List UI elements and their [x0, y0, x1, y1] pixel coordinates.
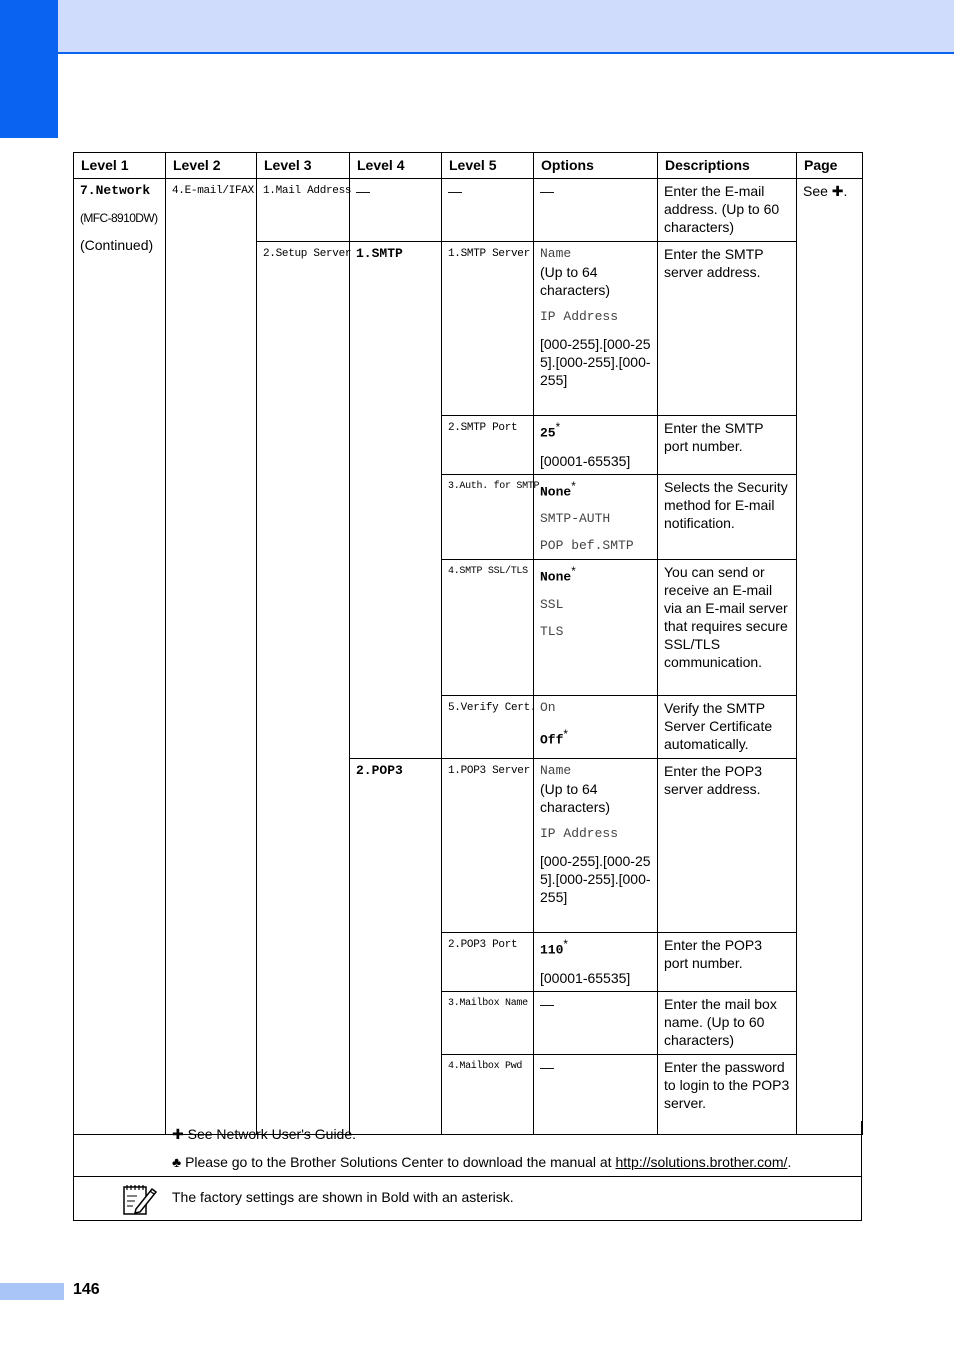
- page-number-bar: [0, 1283, 64, 1300]
- header-level-1: Level 1: [74, 153, 166, 179]
- footnote-box: [73, 1121, 862, 1177]
- options-cell: —: [534, 1054, 658, 1134]
- header-row: [74, 153, 863, 179]
- footnote-solutions-center: ♣ Please go to the Brother Solutions Center to download the manual at http://solutions.brother.com/.: [172, 1154, 792, 1170]
- options-cell: 110* [00001-65535]: [534, 933, 658, 992]
- level5-cell: 3.Mailbox Name: [442, 991, 534, 1054]
- level3-cell: 2.Setup Server: [257, 242, 350, 1135]
- level2-cell: [166, 179, 257, 1135]
- level3-cell: 1.Mail Address: [257, 179, 350, 242]
- header-level-5: Level 5: [442, 153, 534, 179]
- chapter-tab: [0, 0, 58, 138]
- description-cell: Verify the SMTP Server Certificate automatically.: [658, 696, 797, 759]
- menu-table: [73, 152, 863, 1135]
- level5-cell: 5.Verify Cert.: [442, 696, 534, 759]
- note-text: The factory settings are shown in Bold with an asterisk.: [172, 1189, 514, 1205]
- level5-cell: 4.Mailbox Pwd: [442, 1054, 534, 1134]
- description-cell: You can send or receive an E-mail via an E-mail server that requires secure SSL/TLS communication.: [658, 560, 797, 696]
- header-level-3: Level 3: [257, 153, 350, 179]
- level1-continued: (Continued): [80, 237, 154, 253]
- level4-cell: 1.SMTP: [350, 242, 442, 759]
- description-cell: Enter the POP3 server address.: [658, 759, 797, 933]
- level5-cell: —: [442, 179, 534, 242]
- level4-cell: —: [350, 179, 442, 242]
- level5-cell: 1.POP3 Server: [442, 759, 534, 933]
- options-cell: —: [534, 179, 658, 242]
- level5-cell: 4.SMTP SSL/TLS: [442, 560, 534, 696]
- options-cell: None* SSL TLS: [534, 560, 658, 696]
- level1-model: (MFC-8910DW): [80, 211, 158, 225]
- level4-cell: 2.POP3: [350, 759, 442, 1135]
- level5-cell: 2.POP3 Port: [442, 933, 534, 992]
- options-cell: —: [534, 991, 658, 1054]
- page-number: 146: [73, 1281, 100, 1298]
- options-cell: On Off*: [534, 696, 658, 759]
- footnote-network-guide: ✚ See Network User's Guide.: [172, 1126, 357, 1142]
- header-level-4: Level 4: [350, 153, 442, 179]
- level5-cell: 2.SMTP Port: [442, 416, 534, 475]
- level2-name: 4.E-mail/IFAX: [172, 185, 254, 197]
- description-cell: Enter the mail box name. (Up to 60 characters): [658, 991, 797, 1054]
- level5-cell: 3.Auth. for SMTP: [442, 474, 534, 560]
- options-cell: Name (Up to 64 characters) IP Address [000-255].[000-255].[000-255].[000-255]: [534, 759, 658, 933]
- description-cell: Enter the password to login to the POP3 server.: [658, 1054, 797, 1134]
- description-cell: Enter the SMTP port number.: [658, 416, 797, 475]
- header-level-2: Level 2: [166, 153, 257, 179]
- level1-cell: [74, 179, 166, 1135]
- description-cell: Enter the SMTP server address.: [658, 242, 797, 416]
- options-cell: None* SMTP-AUTH POP bef.SMTP: [534, 474, 658, 560]
- description-cell: Selects the Security method for E-mail notification.: [658, 474, 797, 560]
- header-descriptions: Descriptions: [658, 153, 797, 179]
- header-options: Options: [534, 153, 658, 179]
- solutions-center-link[interactable]: http://solutions.brother.com/: [615, 1154, 788, 1170]
- description-cell: Enter the POP3 port number.: [658, 933, 797, 992]
- header-page: Page: [797, 153, 863, 179]
- page-cell: See ✚.: [797, 179, 863, 1135]
- note-box: [73, 1176, 862, 1221]
- header-band: [58, 0, 954, 54]
- table-row: [74, 179, 863, 242]
- options-cell: 25* [00001-65535]: [534, 416, 658, 475]
- level1-name: 7.Network: [80, 183, 151, 198]
- description-cell: Enter the E-mail address. (Up to 60 characters): [658, 179, 797, 242]
- level5-cell: 1.SMTP Server: [442, 242, 534, 416]
- note-pencil-icon: [122, 1182, 158, 1216]
- options-cell: Name (Up to 64 characters) IP Address [000-255].[000-255].[000-255].[000-255]: [534, 242, 658, 416]
